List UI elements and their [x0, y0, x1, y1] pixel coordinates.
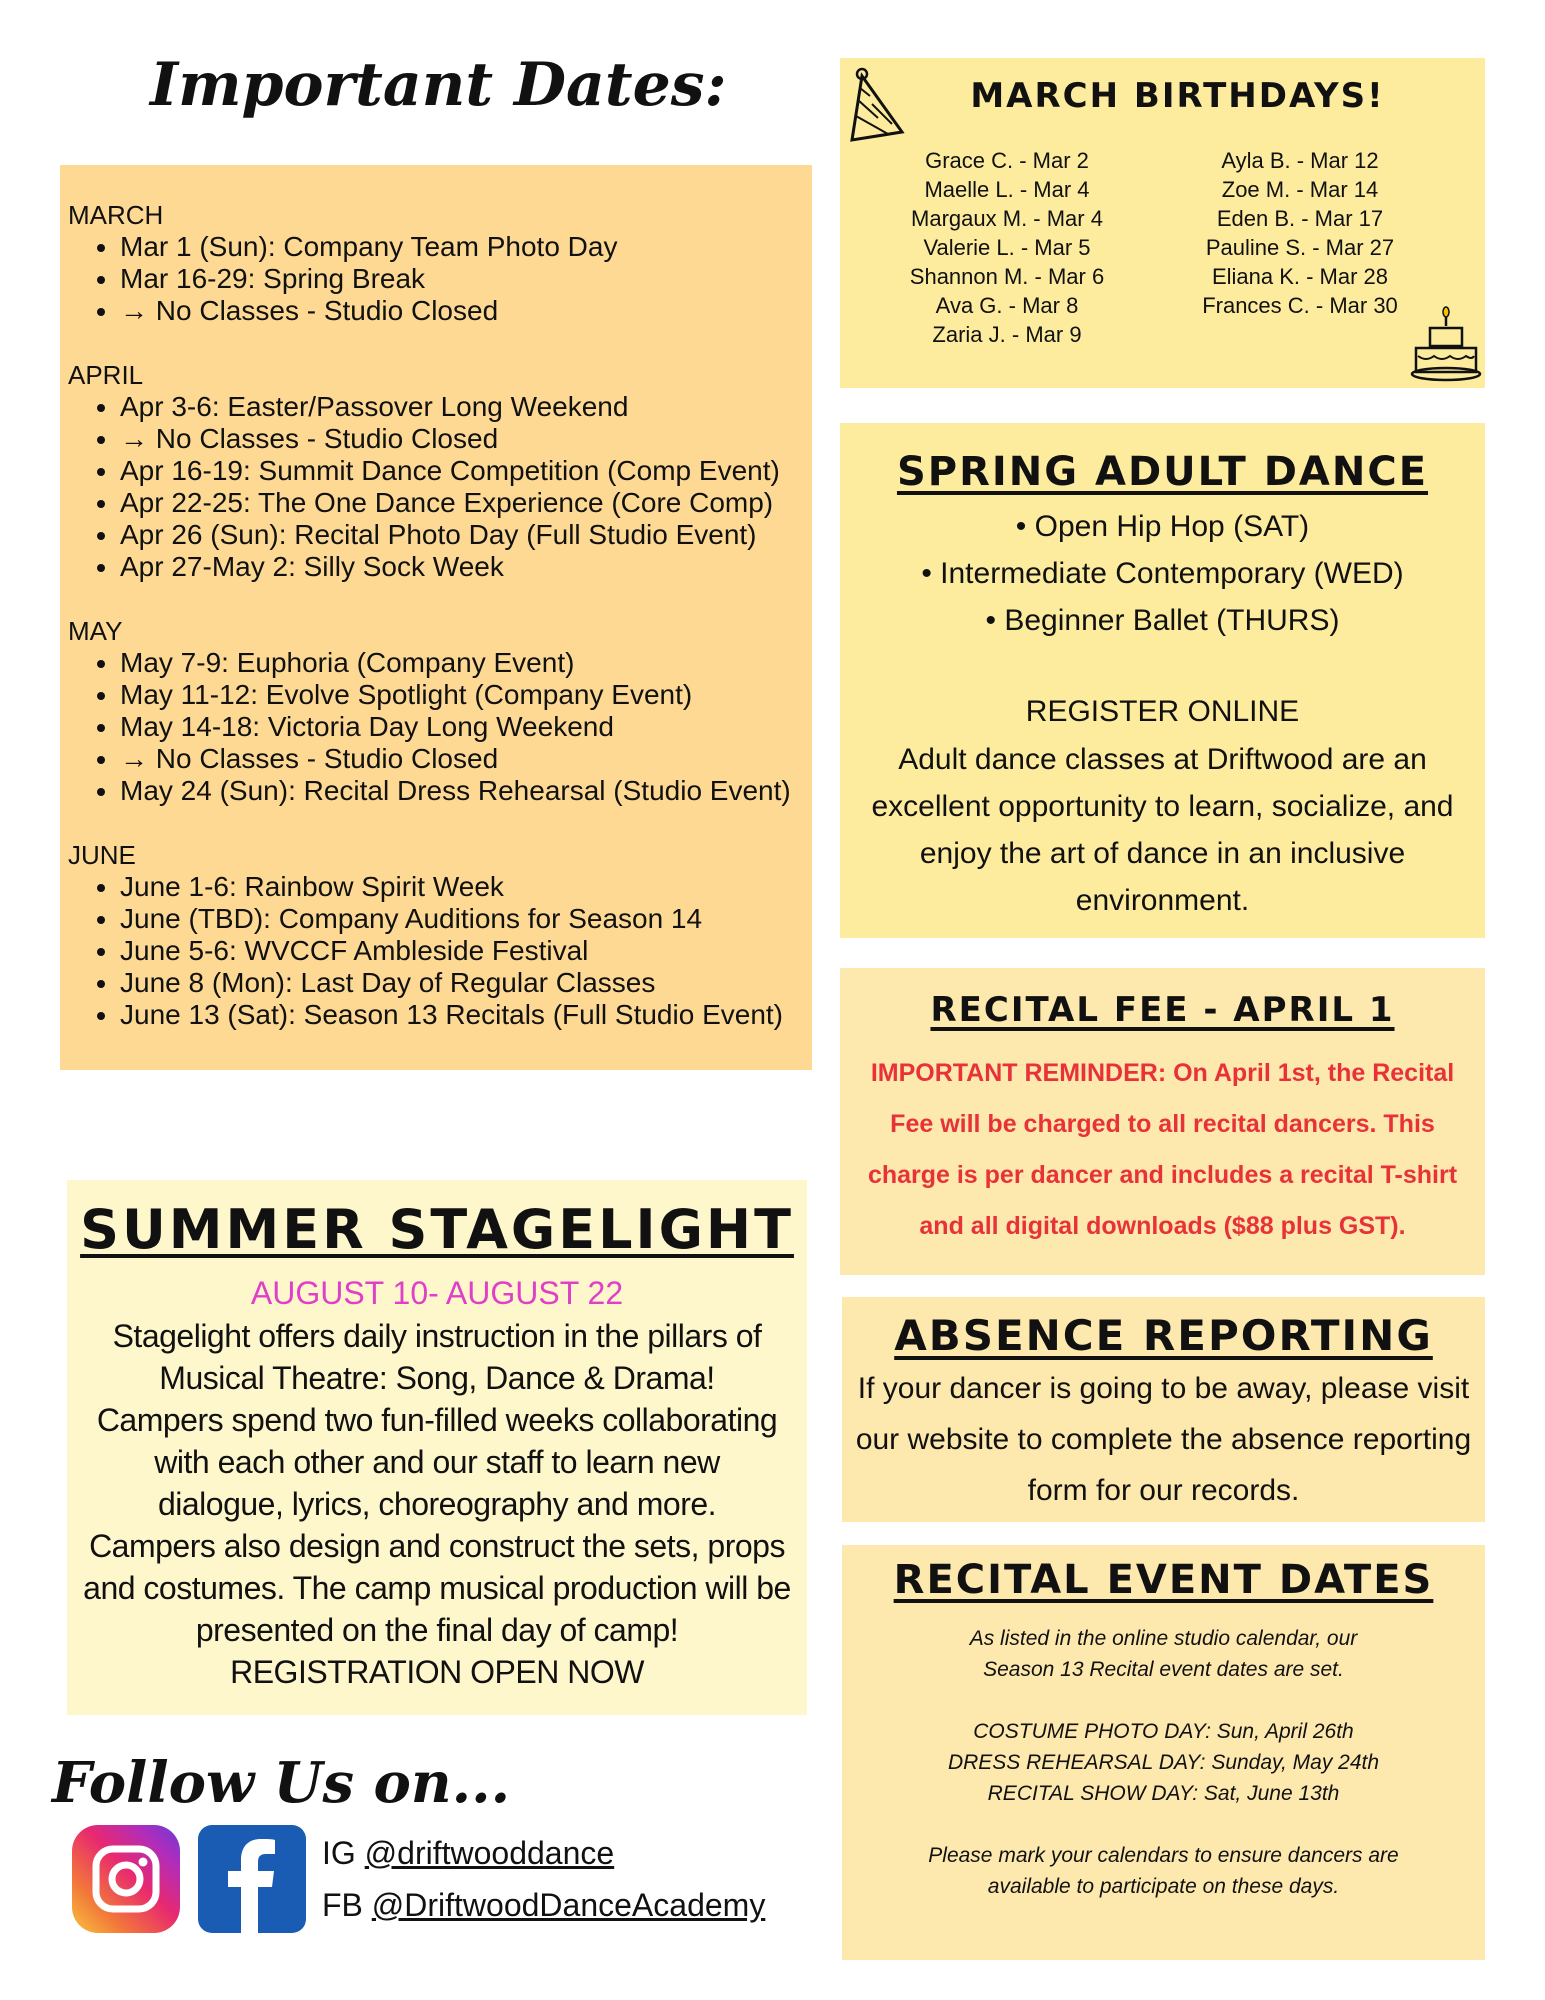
event-item: • June 5-6: WVCCF Ambleside Festival [120, 935, 812, 967]
instagram-icon[interactable] [72, 1825, 180, 1933]
absence-panel [842, 1297, 1485, 1522]
event-item: • Apr 16-19: Summit Dance Competition (Comp Event) [120, 455, 812, 487]
summer-description-line: REGISTRATION OPEN NOW [230, 1654, 644, 1690]
event-item: • May 14-18: Victoria Day Long Weekend [120, 711, 812, 743]
birthday-entry: Eden B. - Mar 17 [1216, 206, 1384, 231]
month-heading: APRIL [68, 360, 144, 390]
adult-dance-title: SPRING ADULT DANCE [896, 449, 1429, 495]
facebook-row [322, 1879, 765, 1931]
month-heading: JUNE [68, 840, 136, 870]
summer-description-line: dialogue, lyrics, choreography and more. [157, 1486, 717, 1522]
social-handles [322, 1827, 765, 1931]
event-item: • → No Classes - Studio Closed [120, 743, 812, 775]
instagram-handle-link[interactable]: @driftwooddance [364, 1835, 615, 1871]
event-item: • → No Classes - Studio Closed [120, 295, 812, 327]
birthday-entry: Ayla B. - Mar 12 [1221, 148, 1379, 173]
summer-description-line: Campers spend two fun-filled weeks collaborating [96, 1402, 778, 1438]
summer-description-line: Musical Theatre: Song, Dance & Drama! [159, 1360, 715, 1396]
recital-fee-panel [840, 968, 1485, 1275]
month-heading: MARCH [68, 200, 164, 230]
summer-stagelight-panel [67, 1180, 807, 1715]
birthday-entry: Zaria J. - Mar 9 [932, 322, 1082, 347]
event-item: • Apr 26 (Sun): Recital Photo Day (Full Studio Event) [120, 519, 812, 551]
birthday-entry: Ava G. - Mar 8 [935, 293, 1079, 318]
birthdays-column-2 [1165, 146, 1435, 320]
adult-class-item: • Intermediate Contemporary (WED) [921, 557, 1404, 590]
adult-class-item: • Open Hip Hop (SAT) [1015, 510, 1310, 543]
event-item: • June 1-6: Rainbow Spirit Week [120, 871, 812, 903]
recital-events-intro: As listed in the online studio calendar, our Season 13 Recital event dates are set. [969, 1627, 1358, 1681]
event-item: • May 11-12: Evolve Spotlight (Company Event) [120, 679, 812, 711]
facebook-handle-link[interactable]: @DriftwoodDanceAcademy [371, 1887, 766, 1923]
month-event-list [68, 231, 812, 327]
recital-event-date: RECITAL SHOW DAY: Sat, June 13th [987, 1782, 1340, 1805]
event-item: • Mar 1 (Sun): Company Team Photo Day [120, 231, 812, 263]
important-dates-title: Important Dates: [150, 50, 727, 120]
birthdays-column-1 [872, 146, 1142, 349]
event-item: • Apr 22-25: The One Dance Experience (Core Comp) [120, 487, 812, 519]
birthdays-panel [840, 58, 1485, 388]
month-heading: MAY [68, 616, 123, 646]
summer-description-line: Stagelight offers daily instruction in the pillars of [112, 1318, 762, 1354]
month-event-list [68, 871, 812, 1031]
adult-class-item: • Beginner Ballet (THURS) [985, 604, 1340, 637]
summer-dates: AUGUST 10- AUGUST 22 [250, 1275, 624, 1311]
facebook-label: FB [322, 1887, 363, 1923]
summer-description-line: with each other and our staff to learn new [154, 1444, 720, 1480]
recital-event-date: COSTUME PHOTO DAY: Sun, April 26th [973, 1720, 1354, 1743]
birthday-entry: Shannon M. - Mar 6 [909, 264, 1105, 289]
birthday-entry: Pauline S. - Mar 27 [1205, 235, 1395, 260]
birthday-entry: Frances C. - Mar 30 [1202, 293, 1398, 318]
event-item: • Apr 3-6: Easter/Passover Long Weekend [120, 391, 812, 423]
recital-fee-title: RECITAL FEE - APRIL 1 [930, 990, 1395, 1030]
adult-dance-description: Adult dance classes at Driftwood are an excellent opportunity to learn, socialize, and enjoy the art of dance in an inclusive environment. [871, 743, 1454, 917]
event-item: • Mar 16-29: Spring Break [120, 263, 812, 295]
summer-description-line: and costumes. The camp musical production will be [83, 1570, 791, 1606]
event-item: • June 13 (Sat): Season 13 Recitals (Full Studio Event) [120, 999, 812, 1031]
birthday-entry: Margaux M. - Mar 4 [911, 206, 1103, 231]
birthday-entry: Valerie L. - Mar 5 [923, 235, 1091, 260]
facebook-icon[interactable] [198, 1825, 306, 1933]
month-event-list [68, 647, 812, 807]
adult-class-list [840, 503, 1485, 644]
summer-description-line: Campers also design and construct the sets, props [89, 1528, 785, 1564]
absence-title: ABSENCE REPORTING [894, 1311, 1433, 1360]
birthday-entry: Zoe M. - Mar 14 [1221, 177, 1379, 202]
instagram-row [322, 1827, 765, 1879]
register-online-label: REGISTER ONLINE [1025, 695, 1300, 728]
adult-dance-panel [840, 423, 1485, 938]
month-event-list [68, 391, 812, 583]
birthday-cake-icon [1410, 306, 1482, 386]
birthday-entry: Grace C. - Mar 2 [925, 148, 1089, 173]
event-item: • June 8 (Mon): Last Day of Regular Classes [120, 967, 812, 999]
recital-events-panel [842, 1545, 1485, 1960]
event-item: • May 24 (Sun): Recital Dress Rehearsal (Studio Event) [120, 775, 812, 807]
summer-description-line: presented on the final day of camp! [195, 1612, 679, 1648]
absence-text: If your dancer is going to be away, please visit our website to complete the absence reporting form for our records. [855, 1372, 1472, 1507]
recital-events-title: RECITAL EVENT DATES [893, 1557, 1434, 1603]
birthdays-title: MARCH BIRTHDAYS! [970, 76, 1385, 116]
recital-events-note: Please mark your calendars to ensure dancers are available to participate on these days. [928, 1844, 1399, 1898]
event-item: • Apr 27-May 2: Silly Sock Week [120, 551, 812, 583]
important-dates-panel [60, 165, 812, 1070]
event-item: • June (TBD): Company Auditions for Season 14 [120, 903, 812, 935]
birthday-entry: Maelle L. - Mar 4 [924, 177, 1090, 202]
recital-event-date: DRESS REHEARSAL DAY: Sunday, May 24th [947, 1751, 1380, 1774]
recital-events-dates [852, 1716, 1475, 1809]
recital-fee-reminder: IMPORTANT REMINDER: On April 1st, the Recital Fee will be charged to all recital dancers. This charge is per dancer and includes a recital T-shirt and all digital downloads ($88 plus GST). [867, 1059, 1458, 1240]
birthday-entry: Eliana K. - Mar 28 [1211, 264, 1389, 289]
summer-description [67, 1315, 807, 1693]
instagram-label: IG [322, 1835, 356, 1871]
follow-us-title: Follow Us on... [52, 1750, 511, 1816]
summer-stagelight-title: SUMMER STAGELIGHT [80, 1198, 794, 1261]
event-item: • May 7-9: Euphoria (Company Event) [120, 647, 812, 679]
event-item: • → No Classes - Studio Closed [120, 423, 812, 455]
recital-events-body [852, 1623, 1475, 1933]
